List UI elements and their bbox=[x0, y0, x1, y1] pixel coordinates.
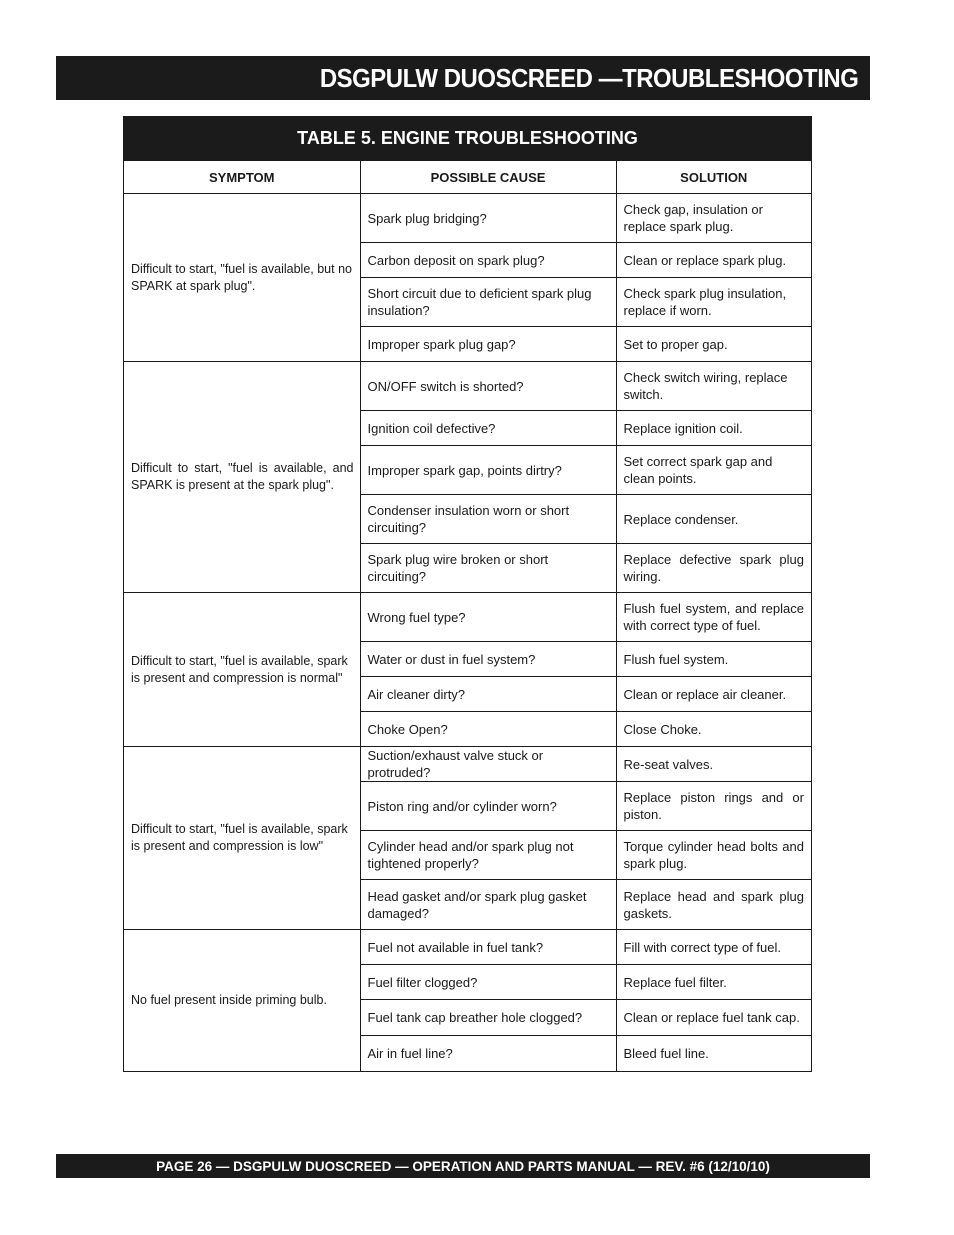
solution-cell: Set correct spark gap and clean points. bbox=[616, 446, 811, 495]
engine-troubleshooting-table bbox=[123, 116, 812, 1072]
solution-cell: Replace ignition coil. bbox=[616, 411, 811, 446]
table-row bbox=[124, 747, 811, 782]
table-row bbox=[124, 362, 811, 411]
header-row bbox=[124, 161, 811, 194]
possible-cause-cell: Ignition coil defective? bbox=[360, 411, 616, 446]
column-header-possible-cause: POSSIBLE CAUSE bbox=[360, 161, 616, 194]
possible-cause-cell: Air in fuel line? bbox=[360, 1036, 616, 1071]
possible-cause-cell: Piston ring and/or cylinder worn? bbox=[360, 782, 616, 831]
solution-cell: Clean or replace spark plug. bbox=[616, 243, 811, 278]
possible-cause-cell: ON/OFF switch is shorted? bbox=[360, 362, 616, 411]
possible-cause-cell: Choke Open? bbox=[360, 712, 616, 747]
possible-cause-cell: Head gasket and/or spark plug gasket damaged? bbox=[360, 880, 616, 930]
possible-cause-cell: Cylinder head and/or spark plug not tightened properly? bbox=[360, 831, 616, 880]
solution-cell: Check spark plug insulation, replace if worn. bbox=[616, 278, 811, 327]
page-header-bar bbox=[56, 56, 870, 100]
solution-cell: Check switch wiring, replace switch. bbox=[616, 362, 811, 411]
column-header-symptom: SYMPTOM bbox=[124, 161, 360, 194]
possible-cause-cell: Fuel tank cap breather hole clogged? bbox=[360, 1000, 616, 1036]
solution-cell: Set to proper gap. bbox=[616, 327, 811, 362]
table-row bbox=[124, 593, 811, 642]
page-footer-text: PAGE 26 — DSGPULW DUOSCREED — OPERATION AND PARTS MANUAL — REV. #6 (12/10/10) bbox=[156, 1158, 770, 1174]
column-header-solution: SOLUTION bbox=[616, 161, 811, 194]
solution-cell: Fill with correct type of fuel. bbox=[616, 930, 811, 965]
solution-cell: Replace condenser. bbox=[616, 495, 811, 544]
symptom-cell: Difficult to start, "fuel is available, but no SPARK at spark plug". bbox=[124, 194, 360, 362]
symptom-cell: Difficult to start, "fuel is available, spark is present and compression is low" bbox=[124, 747, 360, 930]
solution-cell: Replace defective spark plug wiring. bbox=[616, 544, 811, 593]
table-row bbox=[124, 194, 811, 243]
solution-cell: Torque cylinder head bolts and spark plug. bbox=[616, 831, 811, 880]
symptom-cell: Difficult to start, "fuel is available, and SPARK is present at the spark plug". bbox=[124, 362, 360, 593]
symptom-cell: No fuel present inside priming bulb. bbox=[124, 930, 360, 1071]
page-title: DSGPULW DUOSCREED —TROUBLESHOOTING bbox=[319, 62, 858, 93]
page-footer-bar bbox=[56, 1154, 870, 1178]
possible-cause-cell: Improper spark gap, points dirtry? bbox=[360, 446, 616, 495]
possible-cause-cell: Fuel filter clogged? bbox=[360, 965, 616, 1000]
possible-cause-cell: Spark plug wire broken or short circuiting? bbox=[360, 544, 616, 593]
possible-cause-cell: Suction/exhaust valve stuck or protruded? bbox=[360, 747, 616, 782]
possible-cause-cell: Water or dust in fuel system? bbox=[360, 642, 616, 677]
solution-cell: Replace piston rings and or piston. bbox=[616, 782, 811, 831]
solution-cell: Clean or replace fuel tank cap. bbox=[616, 1000, 811, 1036]
possible-cause-cell: Air cleaner dirty? bbox=[360, 677, 616, 712]
table-row bbox=[124, 930, 811, 965]
solution-cell: Close Choke. bbox=[616, 712, 811, 747]
solution-cell: Re-seat valves. bbox=[616, 747, 811, 782]
table-title: TABLE 5. ENGINE TROUBLESHOOTING bbox=[124, 117, 811, 160]
solution-cell: Replace fuel filter. bbox=[616, 965, 811, 1000]
troubleshooting-grid bbox=[124, 160, 811, 1071]
symptom-cell: Difficult to start, "fuel is available, spark is present and compression is normal" bbox=[124, 593, 360, 747]
solution-cell: Replace head and spark plug gaskets. bbox=[616, 880, 811, 930]
possible-cause-cell: Spark plug bridging? bbox=[360, 194, 616, 243]
possible-cause-cell: Short circuit due to deficient spark plug insulation? bbox=[360, 278, 616, 327]
solution-cell: Bleed fuel line. bbox=[616, 1036, 811, 1071]
possible-cause-cell: Improper spark plug gap? bbox=[360, 327, 616, 362]
possible-cause-cell: Carbon deposit on spark plug? bbox=[360, 243, 616, 278]
solution-cell: Flush fuel system. bbox=[616, 642, 811, 677]
possible-cause-cell: Wrong fuel type? bbox=[360, 593, 616, 642]
solution-cell: Check gap, insulation or replace spark plug. bbox=[616, 194, 811, 243]
solution-cell: Clean or replace air cleaner. bbox=[616, 677, 811, 712]
possible-cause-cell: Fuel not available in fuel tank? bbox=[360, 930, 616, 965]
solution-cell: Flush fuel system, and replace with correct type of fuel. bbox=[616, 593, 811, 642]
possible-cause-cell: Condenser insulation worn or short circuiting? bbox=[360, 495, 616, 544]
